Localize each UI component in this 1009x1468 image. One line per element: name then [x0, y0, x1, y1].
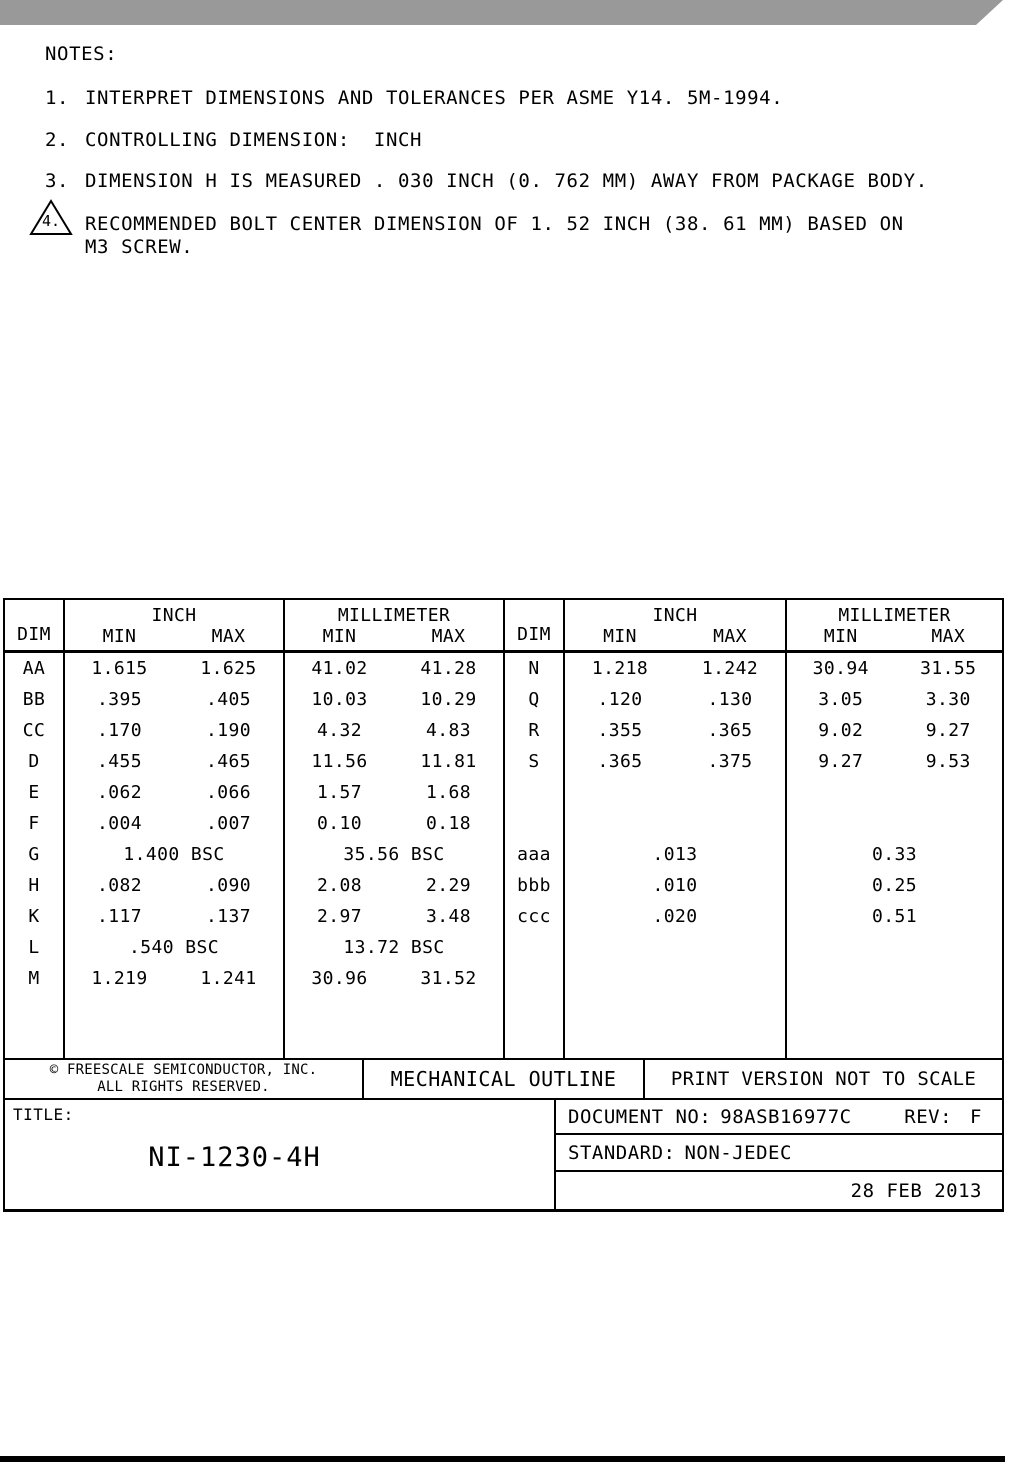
print-version-cell: PRINT VERSION NOT TO SCALE: [670, 1068, 977, 1090]
note-text-3: DIMENSION H IS MEASURED . 030 INCH (0. 762 MM) AWAY FROM PACKAGE BODY.: [85, 170, 928, 192]
rev-value: F: [970, 1105, 982, 1128]
table-row: G 1.400 BSC 35.56 BSC aaa .013 0.33: [5, 839, 1002, 870]
header-max: MAX: [713, 626, 747, 647]
rev-label: REV:: [904, 1105, 953, 1128]
standard-row: [556, 1135, 1002, 1172]
header-millimeter-right: MILLIMETER: [838, 605, 951, 626]
note-number-1: 1.: [45, 87, 70, 109]
dim-cell: AA: [5, 653, 65, 684]
document-no-value: 98ASB16977C: [720, 1105, 852, 1128]
header-max: MAX: [931, 626, 966, 647]
standard-label: STANDARD:: [568, 1141, 676, 1164]
table-row: K .117 .137 2.97 3.48 ccc .020 0.51: [5, 901, 1002, 932]
dimension-table-header: [5, 600, 1002, 653]
dim-cell: K: [5, 901, 65, 932]
dimension-table: [3, 598, 1004, 1060]
table-row: D .455 .465 11.56 11.81 S .365 .375 9.27 9.53: [5, 746, 1002, 777]
notes-heading: NOTES:: [45, 43, 118, 65]
dim-cell: G: [5, 839, 65, 870]
header-inch-right: INCH: [652, 605, 698, 626]
table-row: H .082 .090 2.08 2.29 bbb .010 0.25: [5, 870, 1002, 901]
note-number-3: 3.: [45, 170, 70, 192]
table-row: L .540 BSC 13.72 BSC: [5, 932, 1002, 963]
header-min: MIN: [102, 626, 137, 647]
note-text-1: INTERPRET DIMENSIONS AND TOLERANCES PER ASME Y14. 5M-1994.: [85, 87, 784, 109]
dim-cell: F: [5, 808, 65, 839]
note-number-2: 2.: [45, 129, 70, 151]
header-dim-left: DIM: [5, 600, 65, 650]
table-row: E .062 .066 1.57 1.68: [5, 777, 1002, 808]
title-label: TITLE:: [13, 1105, 74, 1124]
part-number: NI-1230-4H: [148, 1142, 321, 1173]
header-max: MAX: [431, 626, 466, 647]
standard-value: NON-JEDEC: [684, 1141, 792, 1164]
mechanical-outline-cell: MECHANICAL OUTLINE: [364, 1060, 645, 1098]
dim-cell: aaa: [505, 839, 565, 870]
bottom-rule: [0, 1456, 1005, 1462]
header-inch-left: INCH: [151, 605, 197, 626]
copyright-cell: [5, 1060, 364, 1098]
header-min: MIN: [322, 626, 357, 647]
dim-cell: D: [5, 746, 65, 777]
dim-cell: H: [5, 870, 65, 901]
dim-cell: R: [505, 715, 565, 746]
dim-cell: bbb: [505, 870, 565, 901]
copyright-line1: © FREESCALE SEMICONDUCTOR, INC.: [49, 1061, 318, 1078]
revision-triangle-icon: [29, 199, 73, 237]
table-row: BB .395 .405 10.03 10.29 Q .120 .130 3.05 3.30: [5, 684, 1002, 715]
dim-cell: CC: [5, 715, 65, 746]
top-banner: [0, 0, 1003, 25]
dim-cell: E: [5, 777, 65, 808]
header-min: MIN: [823, 626, 858, 647]
table-row: AA 1.615 1.625 41.02 41.28 N 1.218 1.242 30.94 31.55: [5, 653, 1002, 684]
footer-strip: [3, 1060, 1004, 1098]
header-max: MAX: [211, 626, 246, 647]
title-block: [3, 1098, 1004, 1212]
dim-cell: S: [505, 746, 565, 777]
note-text-2: CONTROLLING DIMENSION: INCH: [85, 129, 423, 151]
date-row: [556, 1172, 1002, 1209]
note-text-4: RECOMMENDED BOLT CENTER DIMENSION OF 1. 52 INCH (38. 61 MM) BASED ON M3 SCREW.: [85, 213, 904, 258]
table-row: F .004 .007 0.10 0.18: [5, 808, 1002, 839]
dim-cell: M: [5, 963, 65, 994]
document-no-label: DOCUMENT NO:: [568, 1105, 712, 1128]
dim-cell: ccc: [505, 901, 565, 932]
document-no-row: [556, 1100, 1002, 1135]
copyright-line2: ALL RIGHTS RESERVED.: [97, 1079, 270, 1095]
title-cell: [5, 1100, 556, 1209]
header-min: MIN: [603, 626, 637, 647]
note-number-4: 4.: [41, 212, 61, 230]
dim-cell: BB: [5, 684, 65, 715]
table-row: CC .170 .190 4.32 4.83 R .355 .365 9.02 9.27: [5, 715, 1002, 746]
header-dim-right: DIM: [505, 600, 565, 650]
date-value: 28 FEB 2013: [850, 1179, 982, 1202]
dim-cell: Q: [505, 684, 565, 715]
table-empty-rows: [5, 994, 1002, 1058]
dim-cell: L: [5, 932, 65, 963]
header-millimeter-left: MILLIMETER: [337, 605, 451, 626]
table-row: M 1.219 1.241 30.96 31.52: [5, 963, 1002, 994]
dim-cell: N: [505, 653, 565, 684]
